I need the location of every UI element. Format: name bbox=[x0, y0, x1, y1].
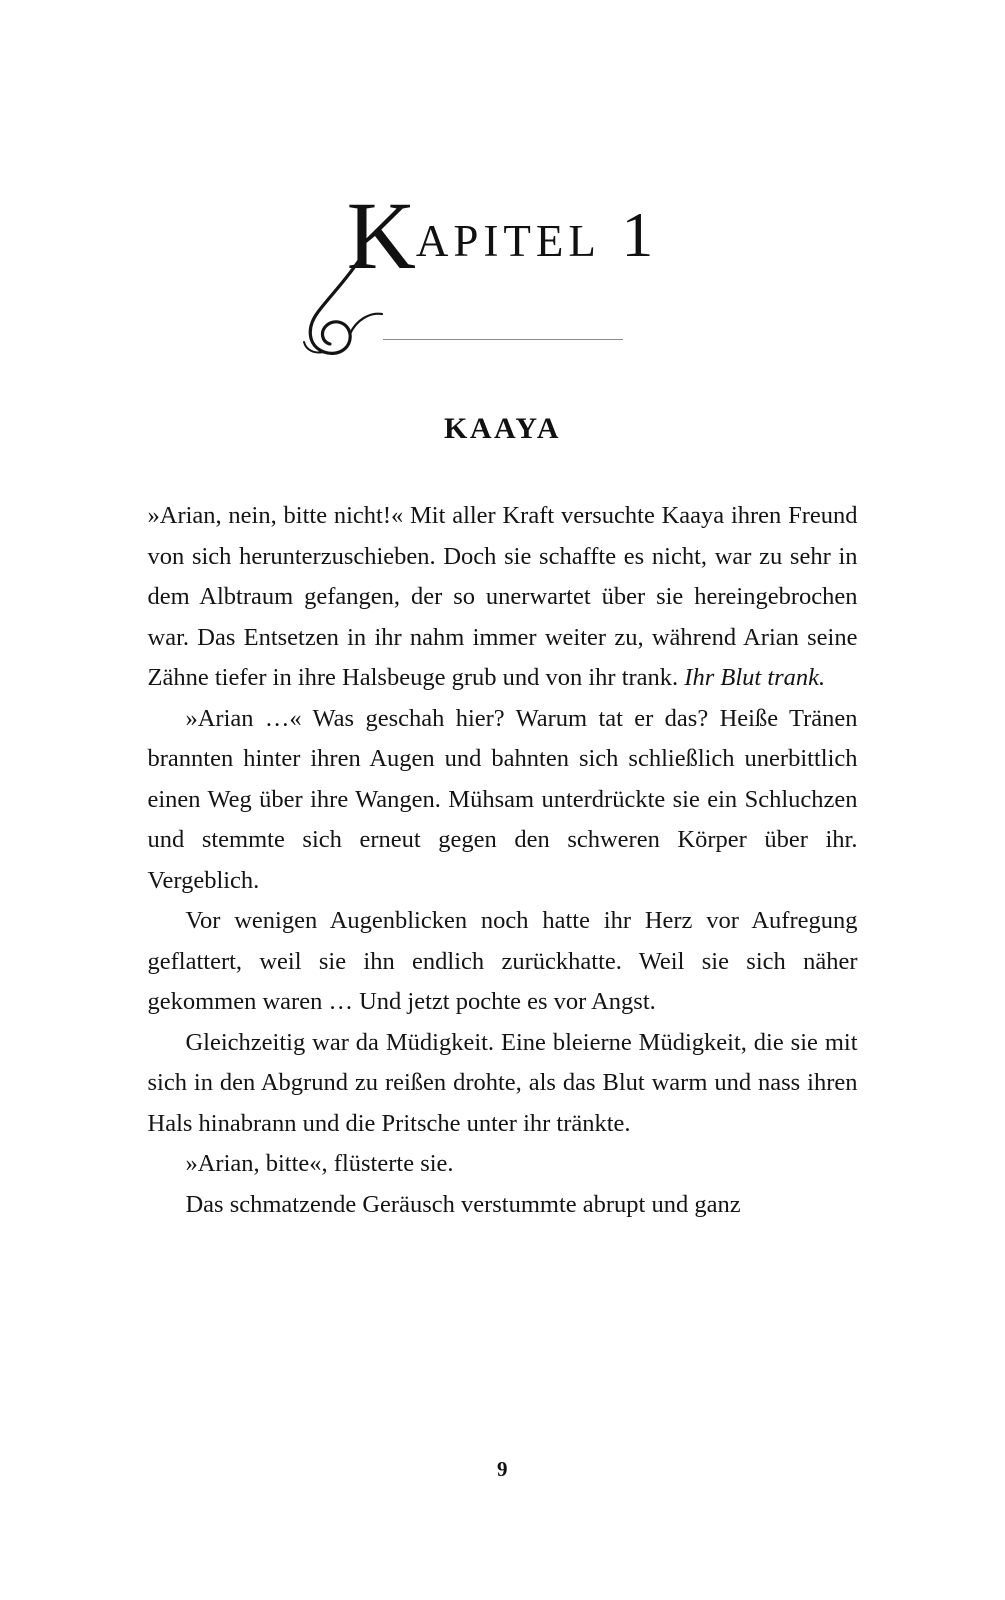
paragraph: »Arian, bitte«, flüsterte sie. bbox=[185, 1150, 454, 1177]
paragraph: Gleichzeitig war da Müdigkeit. Eine bleierne Müdigkeit, die sie mit sich in den Abgrund zu reißen drohte, als das Blut warm und nass ihren Hals hinabrann und die Pritsche unter ihr tränkte. bbox=[147, 1028, 858, 1137]
chapter-heading bbox=[346, 182, 659, 289]
paragraph: »Arian …« Was geschah hier? Warum tat er das? Heiße Tränen brannten hinter ihren Augen und bahnten sich schließlich unerbittlich einen Weg über ihre Wangen. Mühsam unterdrückte sie ein Schluchzen und stemmte sich erneut gegen den schweren Körper über ihr. Vergeblich. bbox=[147, 704, 858, 894]
body-text bbox=[148, 496, 858, 1225]
paragraph: Das schmatzende Geräusch verstummte abrupt und ganz bbox=[185, 1190, 741, 1218]
paragraph bbox=[148, 496, 858, 699]
divider bbox=[383, 339, 623, 340]
paragraph-run: »Arian, nein, bitte nicht!« Mit aller Kraft versuchte Kaaya ihren Freund von sich herunterzuschieben. Doch sie schaffte es nicht, war zu sehr in dem Albtraum gefangen, der so unerwartet über sie hereingebrochen war. Das Entsetzen in ihr nahm immer weiter zu, während Arian seine Zähne tiefer in ihre Halsbeuge grub und von ihr trank. bbox=[147, 502, 858, 691]
chapter-word: apitel bbox=[415, 199, 601, 270]
chapter-drop-cap: K bbox=[346, 182, 416, 289]
paragraph: Vor wenigen Augenblicken noch hatte ihr Herz vor Aufregung geflattert, weil sie ihn endlich zurückhatte. Weil sie sich näher gekommen waren … Und jetzt pochte es vor Angst. bbox=[147, 907, 858, 1015]
section-title: KAAYA bbox=[444, 412, 561, 445]
chapter-number: 1 bbox=[621, 199, 659, 270]
paragraph-run-italic: Ihr Blut trank. bbox=[684, 664, 826, 691]
page-number: 9 bbox=[497, 1457, 508, 1481]
